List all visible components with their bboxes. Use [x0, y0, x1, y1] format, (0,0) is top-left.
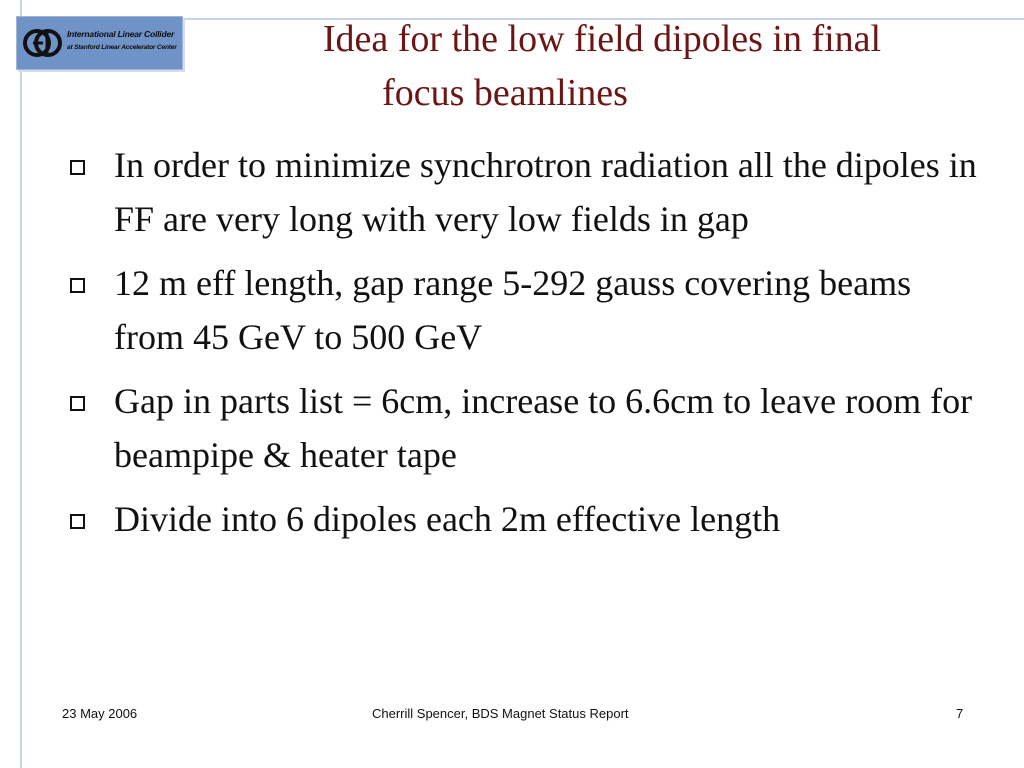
bullet-item [62, 492, 982, 546]
bullet-item [62, 138, 982, 246]
ilc-logo [16, 16, 183, 70]
bullet-list [62, 138, 982, 556]
footer-date: 23 May 2006 [62, 706, 138, 721]
square-bullet-icon [70, 278, 85, 293]
bullet-text: 12 m eff length, gap range 5-292 gauss covering beams from 45 GeV to 500 GeV [114, 263, 912, 357]
logo-text-line-2: at Stanford Linear Accelerator Center [67, 44, 177, 51]
square-bullet-icon [70, 160, 85, 175]
ilc-logo-icon [23, 23, 63, 63]
logo-text-line-1: International Linear Collider [67, 29, 175, 39]
footer-page-number: 7 [956, 706, 964, 721]
slide-title-line-1: Idea for the low field dipoles in final [322, 18, 882, 60]
bullet-text: Gap in parts list = 6cm, increase to 6.6cm to leave room for beampipe & heater tape [114, 381, 973, 475]
square-bullet-icon [70, 514, 85, 529]
bullet-text: Divide into 6 dipoles each 2m effective length [114, 499, 781, 539]
bullet-item [62, 374, 982, 482]
square-bullet-icon [70, 396, 85, 411]
bullet-item [62, 256, 982, 364]
footer-presenter: Cherrill Spencer, BDS Magnet Status Report [372, 706, 629, 721]
slide-title-line-2: focus beamlines [382, 72, 628, 114]
slide-title [200, 12, 1000, 120]
bullet-text: In order to minimize synchrotron radiation all the dipoles in FF are very long with very low fields in gap [114, 145, 977, 239]
